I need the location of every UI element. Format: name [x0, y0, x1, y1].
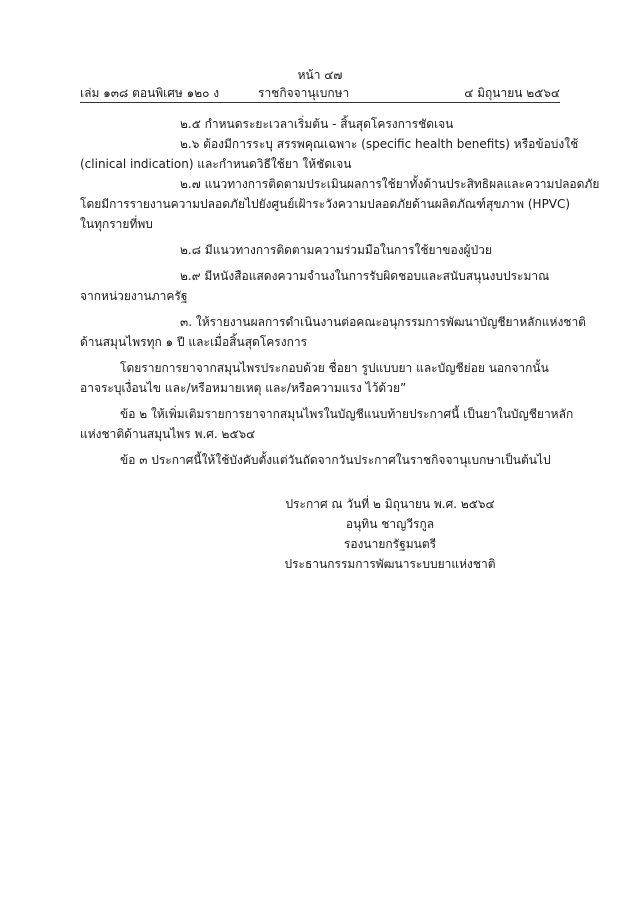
signatory-name: อนุทิน ชาญวีรกูล [345, 517, 435, 531]
announcement-date: ประกาศ ณ วันที่ ๒ มิถุนายน พ.ศ. ๒๕๖๔ [285, 497, 495, 511]
page-number: หน้า ๔๗ [297, 68, 343, 82]
article-2: ข้อ ๒ ให้เพิ่มเติมรายการยาจากสมุนไพรในบัญชีแนบท้ายประกาศนี้ เป็นยาในบัญชียาหลัก [120, 407, 574, 421]
clause-2-7-cont2: ในทุกรายที่พบ [80, 217, 153, 231]
header-gazette-name: ราชกิจจานุเบกษา [258, 86, 350, 100]
page-header [80, 84, 560, 102]
signatory-position: ประธานกรรมการพัฒนาระบบยาแห่งชาติ [284, 557, 496, 571]
clause-2-7-cont: โดยมีการรายงานความปลอดภัยไปยังศูนย์เฝ้าระวังความปลอดภัยด้านผลิตภัณฑ์สุขภาพ (HPVC) [80, 197, 571, 211]
clause-3-cont: ด้านสมุนไพรทุก ๑ ปี และเมื่อสิ้นสุดโครงการ [80, 335, 308, 349]
clause-2-8: ๒.๘ มีแนวทางการติดตามความร่วมมือในการใช้ยาของผู้ป่วย [180, 243, 492, 257]
header-date: ๔ มิถุนายน ๒๕๖๔ [464, 86, 560, 100]
paragraph-drug-list-cont: อาจระบุเงื่อนไข และ/หรือหมายเหตุ และ/หรือความแรง ไว้ด้วย” [80, 381, 407, 395]
clause-2-7: ๒.๗ แนวทางการติดตามประเมินผลการใช้ยาทั้งด้านประสิทธิผลและความปลอดภัย [180, 177, 600, 191]
clause-2-5: ๒.๕ กำหนดระยะเวลาเริ่มต้น - สิ้นสุดโครงการชัดเจน [180, 117, 454, 131]
clause-2-6-cont: (clinical indication) และกำหนดวิธีใช้ยา ให้ชัดเจน [80, 157, 352, 171]
signatory-title: รองนายกรัฐมนตรี [343, 537, 437, 551]
article-2-cont: แห่งชาติด้านสมุนไพร พ.ศ. ๒๕๖๔ [80, 427, 256, 441]
document-body [80, 114, 600, 574]
clause-3: ๓. ให้รายงานผลการดำเนินงานต่อคณะอนุกรรมการพัฒนาบัญชียาหลักแห่งชาติ [180, 315, 586, 329]
paragraph-drug-list: โดยรายการยาจากสมุนไพรประกอบด้วย ชื่อยา รูปแบบยา และบัญชีย่อย นอกจากนั้น [120, 361, 549, 375]
article-3: ข้อ ๓ ประกาศนี้ให้ใช้บังคับตั้งแต่วันถัดจากวันประกาศในราชกิจจานุเบกษาเป็นต้นไป [120, 453, 551, 467]
clause-2-9-cont: จากหน่วยงานภาครัฐ [80, 289, 188, 303]
header-rule [80, 102, 560, 103]
clause-2-9: ๒.๙ มีหนังสือแสดงความจำนงในการรับผิดชอบและสนับสนุนงบประมาณ [180, 269, 550, 283]
header-volume: เล่ม ๑๓๘ ตอนพิเศษ ๑๒๐ ง [80, 86, 220, 100]
clause-2-6: ๒.๖ ต้องมีการระบุ สรรพคุณเฉพาะ (specific health benefits) หรือข้อบ่งใช้ [180, 137, 579, 151]
